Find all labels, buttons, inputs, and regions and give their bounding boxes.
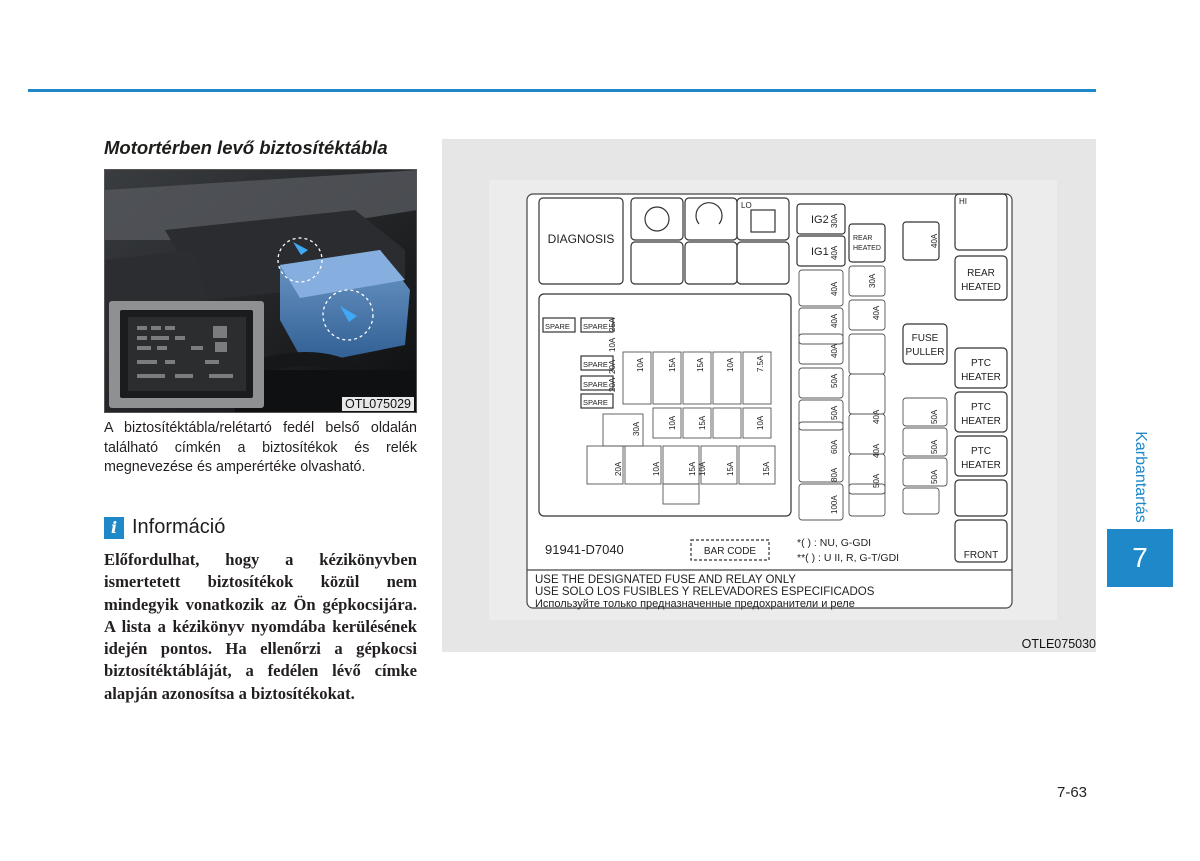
amp-value-34: 10A: [698, 461, 707, 476]
amp-value-14: 100A: [830, 495, 839, 514]
photo-code: OTL075029: [342, 397, 414, 411]
amp-value-29: 15A: [698, 415, 707, 430]
amp-value-22: 20A: [608, 377, 617, 392]
spare-2: SPARE: [583, 322, 608, 331]
fuse-label-diagram: [519, 188, 1019, 620]
amp-value-17: 50A: [930, 469, 939, 484]
amp-value-25: 15A: [696, 357, 705, 372]
amp-value-19: 25A: [608, 317, 617, 332]
warning-es: USE SOLO LOS FUSIBLES Y RELEVADORES ESPECIFICADOS: [535, 586, 875, 598]
amp-value-21: 20A: [608, 359, 617, 374]
amp-value-15: 50A: [930, 409, 939, 424]
engine-fuse-box-photo: [104, 169, 417, 413]
amp-value-36: 10A: [756, 415, 765, 430]
note-2: **( ) : U II, R, G-T/GDI: [797, 552, 900, 564]
ptc-2-b: HEATER: [961, 416, 1001, 427]
side-section-label: [1124, 422, 1156, 532]
amp-value-10: 80A: [830, 467, 839, 482]
section-title: Motortérben levő biztosítéktábla: [104, 137, 388, 158]
amp-value-35: 15A: [726, 461, 735, 476]
amp-value-6: 40A: [872, 305, 881, 320]
amp-value-0: 30A: [830, 213, 839, 228]
amp-value-11: 50A: [872, 473, 881, 488]
info-title: Információ: [132, 516, 226, 538]
side-label-text: Karbantartás: [1132, 431, 1149, 523]
rear-heated-right-1: REAR: [967, 268, 995, 279]
amp-value-37: 15A: [762, 461, 771, 476]
bar-code-label: BAR CODE: [703, 546, 757, 557]
spare-1: SPARE: [545, 322, 570, 331]
amp-value-13: 40A: [872, 409, 881, 424]
amp-value-20: 10A: [608, 337, 617, 352]
amp-value-2: 40A: [830, 281, 839, 296]
amp-value-3: 40A: [830, 313, 839, 328]
fuse-puller-2: PULLER: [905, 347, 945, 358]
fuse-puller-1: FUSE: [911, 333, 939, 344]
rear-heated-label-2: HEATED: [853, 245, 881, 252]
warning-en: USE THE DESIGNATED FUSE AND RELAY ONLY: [535, 574, 796, 586]
diagnosis-label: DIAGNOSIS: [547, 232, 615, 246]
photo-caption: A biztosítéktábla/relétartó fedél belső oldalán található címkén a biztosítékok és relék megnevezése és amperértéke olvasható.: [104, 420, 417, 475]
front-label: FRONT: [963, 550, 999, 561]
amp-value-16: 50A: [930, 439, 939, 454]
amp-value-31: 20A: [614, 461, 623, 476]
ptc-3-b: HEATER: [961, 460, 1001, 471]
amp-value-26: 10A: [726, 357, 735, 372]
info-icon: i: [104, 517, 124, 539]
spare-3: SPARE: [583, 360, 608, 369]
ptc-2-a: PTC: [971, 402, 991, 413]
spare-5: SPARE: [583, 398, 608, 407]
relay-lo-label: LO: [741, 201, 752, 210]
amp-value-5: 30A: [868, 273, 877, 288]
amp-value-28: 10A: [668, 415, 677, 430]
amp-value-30: 30A: [632, 421, 641, 436]
amp-value-4: 40A: [830, 343, 839, 358]
note-1: *( ) : NU, G-GDI: [797, 537, 872, 549]
amp-value-32: 10A: [652, 461, 661, 476]
ptc-1-a: PTC: [971, 358, 991, 369]
chapter-tab: 7: [1107, 529, 1173, 587]
rear-heated-label-1: REAR: [853, 235, 873, 242]
warning-ru: Используйте только предназначенные предохранители и реле: [535, 598, 855, 610]
amp-value-9: 60A: [830, 439, 839, 454]
amp-value-18: 40A: [930, 233, 939, 248]
ptc-3-a: PTC: [971, 446, 991, 457]
rear-heated-right-2: HEATED: [961, 282, 1001, 293]
page-number: 7-63: [1057, 784, 1088, 801]
amp-value-23: 10A: [636, 357, 645, 372]
amp-value-7: 50A: [830, 373, 839, 388]
ig2-label: IG2: [811, 214, 829, 226]
top-rule: [28, 89, 1096, 92]
info-body: Előfordulhat, hogy a kézikönyvben ismertetett biztosítékok közül nem mindegyik vonatkozik az Ön gépkocsijára. A lista a kézikönyv nyomdába kerülésének idején pontos. Ha ellenőrzi a gépkocsi biztosítéktábláját, a fedélen lévő címke alapján azonosítsa a biztosítékokat.: [104, 550, 417, 703]
ptc-1-b: HEATER: [961, 372, 1001, 383]
relay-hi-label: HI: [959, 197, 967, 206]
amp-value-8: 50A: [830, 405, 839, 420]
amp-value-33: 15A: [688, 461, 697, 476]
amp-value-24: 15A: [668, 357, 677, 372]
ig1-label: IG1: [811, 246, 829, 258]
amp-value-1: 40A: [830, 245, 839, 260]
spare-4: SPARE: [583, 380, 608, 389]
part-number: 91941-D7040: [545, 542, 624, 557]
info-header: [104, 516, 225, 539]
amp-value-27: 7.5A: [756, 355, 765, 372]
diagram-code: OTLE075030: [1021, 637, 1096, 651]
amp-value-12: 40A: [872, 443, 881, 458]
